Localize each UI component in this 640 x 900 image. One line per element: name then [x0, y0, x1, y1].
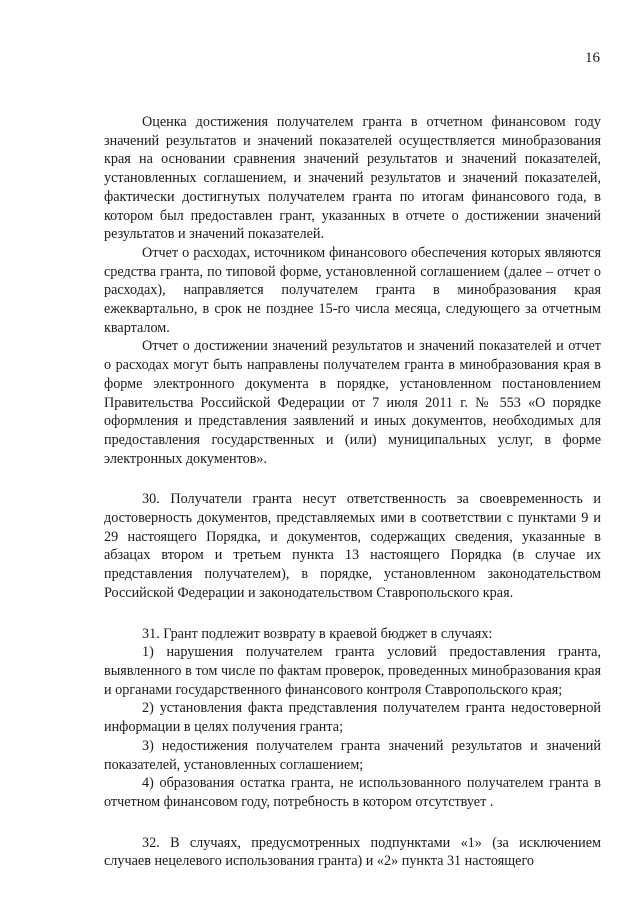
body-text — [104, 113, 601, 871]
paragraph-clause-32: 32. В случаях, предусмотренных подпунктами «1» (за исключением случаев нецелевого использования гранта) и «2» пункта 31 настоящего — [104, 834, 601, 870]
page-number: 16 — [585, 50, 600, 66]
paragraph-clause-31: 31. Грант подлежит возврату в краевой бюджет в случаях: — [142, 625, 493, 642]
list-item-clause-31-3: 3) недостижения получателем гранта значений результатов и значений показателей, установленных соглашением; — [104, 737, 601, 773]
paragraph-gap — [104, 812, 601, 834]
paragraph-electronic-submission: Отчет о достижении значений результатов и значений показателей и отчет о расходах могут быть направлены получателем гранта в минобразования края в форме электронного документа в порядке, установленном постановлением Правительства Российской Федерации от 7 июля 2011 г. № 553 «О порядке оформления и представления заявлений и иных документов, необходимых для предоставления государственных и (или) муниципальных услуг, в форме электронных документов». — [104, 338, 601, 467]
paragraph-expense-report: Отчет о расходах, источником финансового обеспечения которых являются средства гранта, по типовой форме, установленной соглашением (далее – отчет о расходах), направляется получателем гранта в минобразования края ежеквартально, в срок не позднее 15-го числа месяца, следующего за отчетным кварталом. — [104, 244, 601, 336]
paragraph-gap — [104, 603, 601, 625]
paragraph-results-assessment: Оценка достижения получателем гранта в отчетном финансовом году значений результатов и значений показателей осуществляется минобразования края на основании сравнения значений результатов и значений показателей, установленных соглашением, и значений результатов и значений показателей, фактически достигнутых получателем гранта по итогам финансового года, в котором был предоставлен грант, указанных в отчете о достижении значений результатов и значений показателей. — [104, 114, 601, 243]
list-item-clause-31-4: 4) образования остатка гранта, не использованного получателем гранта в отчетном финансовом году, потребность в котором отсутствует . — [104, 775, 601, 810]
list-item-clause-31-2: 2) установления факта представления получателем гранта недостоверной информации в целях получения гранта; — [104, 700, 601, 736]
paragraph-gap — [104, 468, 601, 490]
list-item-clause-31-1: 1) нарушения получателем гранта условий предоставления гранта, выявленного в том числе по фактам проверок, проведенных минобразования края и органами государственного финансового контроля Ставропольского края; — [104, 644, 601, 698]
paragraph-clause-30: 30. Получатели гранта несут ответственность за своевременность и достоверность документов, представляемых ими в соответствии с пунктами 9 и 29 настоящего Порядка, и документов, содержащих сведения, указанные в абзацах втором и третьем пункта 13 настоящего Порядка (в случае их представления получателем), в порядке, установленном законодательством Российской Федерации и законодательством Ставропольского края. — [104, 491, 601, 601]
